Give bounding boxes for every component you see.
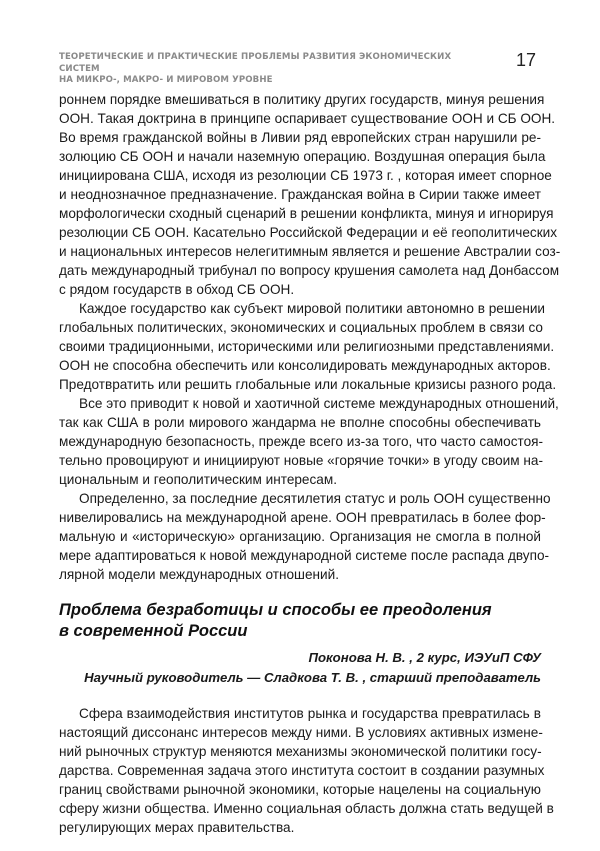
body-line: лярной модели международных отношений. xyxy=(59,567,339,582)
article-title-line-1: Проблема безработицы и способы ее преодоления xyxy=(59,601,492,619)
body-line: дать международный трибунал по вопросу крушения самолета над Донбассом xyxy=(59,263,560,278)
body-line: циональным и геополитическим интересам. xyxy=(59,472,337,487)
body-line: мальную и «историческую» организацию. Организация не смогла в полной xyxy=(59,529,541,544)
body-line: ний рыночных структур меняются механизмы экономической политики госу- xyxy=(59,744,542,759)
body-line: дарства. Современная задача этого института состоит в создании разумных xyxy=(59,763,545,778)
body-line: Каждое государство как субъект мировой политики автономно в решении xyxy=(79,301,546,316)
body-line: и неоднозначное предназначение. Гражданская война в Сирии также имеет xyxy=(59,187,541,202)
body-line: мере адаптироваться к новой международной системе после распада двупо- xyxy=(59,548,550,563)
article-author: Поконова Н. В. , 2 курс, ИЭУиП СФУ xyxy=(308,650,541,665)
body-line: Все это приводит к новой и хаотичной системе международных отношений, xyxy=(79,396,559,411)
body-line: так как США в роли мирового жандарма не вполне способны обеспечивать xyxy=(59,415,541,430)
body-line: морфологически сходный сценарий в решении конфликта, минуя и игнорируя xyxy=(59,206,554,221)
body-line: роннем порядке вмешиваться в политику других государств, минуя решения xyxy=(59,92,545,107)
body-line: глобальных политических, экономических и социальных проблем в связи со xyxy=(59,320,543,335)
body-line: Сфера взаимодействия институтов рынка и государства превратилась в xyxy=(79,706,541,721)
body-line: Во время гражданской войны в Ливии ряд европейских стран нарушили ре- xyxy=(59,130,541,145)
body-line: Определенно, за последние десятилетия статус и роль ООН существенно xyxy=(79,491,551,506)
article-title-line-2: в современной России xyxy=(59,622,248,640)
body-line: границ свойствами рыночной экономики, которые нацелены на социальную xyxy=(59,782,541,797)
body-line: золюцию СБ ООН и начали наземную операцию. Воздушная операция была xyxy=(59,149,546,164)
body-line: Предотвратить или решить глобальные или локальные кризисы разного рода. xyxy=(59,377,557,392)
running-header xyxy=(59,52,479,87)
article-advisor: Научный руководитель — Сладкова Т. В. , старший преподаватель xyxy=(84,670,541,685)
running-header-line-2: НА МИКРО-, МАКРО- И МИРОВОМ УРОВНЕ xyxy=(59,75,273,85)
body-line: резолюции СБ ООН. Касательно Российской Федерации и её геополитических xyxy=(59,225,558,240)
page-number: 17 xyxy=(516,50,537,70)
body-line: сферу жизни общества. Именно социальная область должна стать ведущей в xyxy=(59,801,554,816)
body-line: и национальных интересов нелегитимным является и решение Австралии соз- xyxy=(59,244,561,259)
body-line: инициирована США, исходя из резолюции СБ 1973 г. , которая имеет спорное xyxy=(59,168,552,183)
body-line: нивелировались на международной арене. ООН превратилась в более фор- xyxy=(59,510,546,525)
body-line: международную безопасность, прежде всего из-за того, что часто самостоя- xyxy=(59,434,544,449)
body-line: ООН. Такая доктрина в принципе оспаривает существование ООН и СБ ООН. xyxy=(59,111,556,126)
body-line: регулирующих мерах правительства. xyxy=(59,820,295,835)
body-line: своими традиционными, историческими или религиозными представлениями. xyxy=(59,339,555,354)
body-line: ООН не способна обеспечить или консолидировать международных акторов. xyxy=(59,358,551,373)
body-line: тельно провоцируют и инициируют новые «горячие точки» в угоду своим на- xyxy=(59,453,543,468)
running-header-line-1: ТЕОРЕТИЧЕСКИЕ И ПРАКТИЧЕСКИЕ ПРОБЛЕМЫ РАЗВИТИЯ ЭКОНОМИЧЕСКИХ СИСТЕМ xyxy=(59,52,452,74)
body-line: с рядом государств в обход СБ ООН. xyxy=(59,282,295,297)
body-line: настоящий диссонанс интересов между ними. В условиях активных измене- xyxy=(59,725,543,740)
